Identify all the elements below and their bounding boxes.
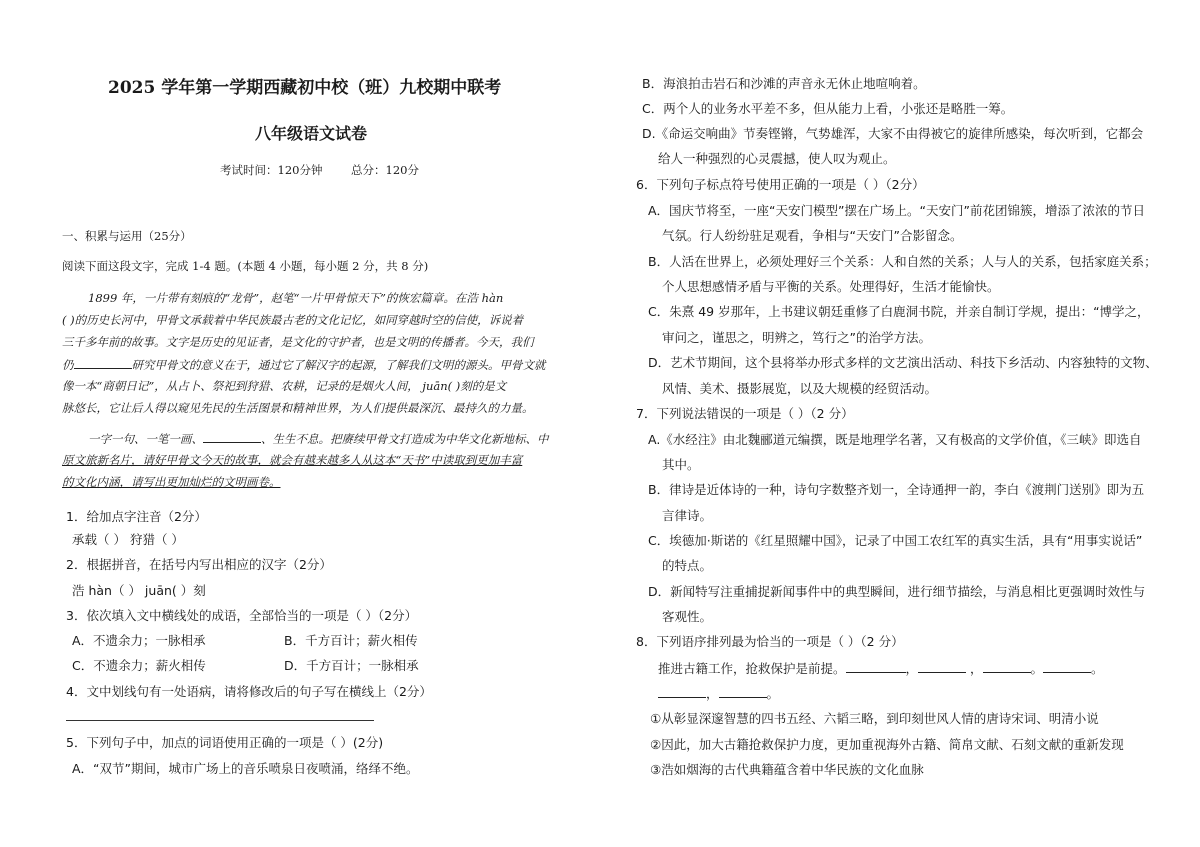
underlined-sentence: 原文旅新名片，请好甲骨文今天的故事，就会有越来越多人从这本“天书”中读取到更加丰富 bbox=[62, 453, 523, 467]
option-d: D．新闻特写注重捕捉新闻事件中的典型瞬间，进行细节描绘，与消息相比更强调时效性与 bbox=[648, 584, 1146, 599]
order-blank-4[interactable] bbox=[1043, 660, 1091, 673]
question-2-items: 浩 hàn（ ） juān( ）刻 bbox=[72, 583, 206, 598]
question-1-items: 承载（ ） 狩猎（ ） bbox=[72, 532, 184, 547]
underlined-sentence: 的文化内涵，请写出更加灿烂的文明画卷。 bbox=[62, 475, 281, 489]
passage-text: 仍 bbox=[62, 358, 74, 372]
option-d-cont: 客观性。 bbox=[662, 609, 713, 624]
option-d: D．千方百计；一脉相承 bbox=[284, 658, 419, 673]
section-intro: 阅读下面这段文字，完成 1-4 题。(本题 4 小题，每小题 2 分，共 8 分) bbox=[62, 259, 429, 273]
question-5: 5．下列句子中，加点的词语使用正确的一项是（ ）(2分) bbox=[66, 735, 384, 750]
fill-blank-2[interactable] bbox=[203, 430, 261, 443]
option-c-cont: 的特点。 bbox=[662, 558, 713, 573]
question-8-lead: 推进古籍工作，抢救保护是前提。 ， ， 。 。 bbox=[658, 661, 1104, 676]
passage-line: 脉悠长，它让后人得以窥见先民的生活图景和精神世界，为人们提供最深沉、最持久的力量。 bbox=[62, 401, 534, 415]
question-8-lead-cont: ， 。 bbox=[658, 685, 779, 702]
passage-line bbox=[62, 356, 546, 373]
option-b: B．律诗是近体诗的一种，诗句字数整齐划一，全诗通押一韵，李白《渡荆门送别》即为五 bbox=[648, 482, 1145, 497]
order-blank-2[interactable] bbox=[918, 660, 966, 673]
question-6: 6．下列句子标点符号使用正确的一项是（ ）（2分） bbox=[636, 177, 925, 192]
option-a: A．“双节”期间，城市广场上的音乐喷泉日夜喷涌，络绎不绝。 bbox=[72, 761, 419, 776]
option-b-cont: 个人思想感情矛盾与平衡的关系。处理得好，生活才能愉快。 bbox=[662, 279, 1000, 294]
option-d: D．艺术节期间，这个县将举办形式多样的文艺演出活动、科技下乡活动、内容独特的文物、 bbox=[648, 355, 1158, 370]
question-7: 7．下列说法错误的一项是（ ）（2 分） bbox=[636, 406, 854, 421]
option-c: C．埃德加·斯诺的《红星照耀中国》，记录了中国工农红军的真实生活，具有“用事实说话” bbox=[648, 533, 1143, 548]
question-4: 4．文中划线句有一处语病，请将修改后的句子写在横线上（2分） bbox=[66, 684, 432, 699]
order-item-1: ①从彰显深邃智慧的四书五经、六韬三略，到印刻世风人情的唐诗宋词、明清小说 bbox=[650, 711, 1099, 726]
passage-text: 、生生不息。把赓续甲骨文打造成为中华文化新地标、中 bbox=[261, 432, 549, 446]
order-blank-3[interactable] bbox=[983, 660, 1031, 673]
option-a: A.《水经注》由北魏郦道元编撰，既是地理学名著，又有极高的文学价值，《三峡》即选自 bbox=[648, 432, 1142, 447]
option-a-cont: 其中。 bbox=[662, 457, 700, 472]
question-3: 3．依次填入文中横线处的成语，全部恰当的一项是（ ）（2分） bbox=[66, 608, 418, 623]
option-b-cont: 言律诗。 bbox=[662, 508, 713, 523]
option-d-cont: 给人一种强烈的心灵震撼，使人叹为观止。 bbox=[658, 151, 896, 166]
option-b: B．人活在世界上，必须处理好三个关系：人和自然的关系；人与人的关系，包括家庭关系； bbox=[648, 254, 1157, 269]
exam-time: 考试时间：120分钟 bbox=[220, 163, 323, 177]
question-8: 8．下列语序排列最为恰当的一项是（ ）（2 分） bbox=[636, 634, 904, 649]
option-b: B．海浪拍击岩石和沙滩的声音永无休止地喧响着。 bbox=[642, 76, 926, 91]
option-a-cont: 气氛。行人纷纷驻足观看，争相与“天安门”合影留念。 bbox=[662, 228, 963, 243]
order-item-2: ②因此，加大古籍抢救保护力度，更加重视海外古籍、简帛文献、石刻文献的重新发现 bbox=[650, 737, 1124, 752]
order-blank-5[interactable] bbox=[658, 685, 706, 698]
option-c: C．两个人的业务水平差不多，但从能力上看，小张还是略胜一筹。 bbox=[642, 101, 1014, 116]
passage-line: 三千多年前的故事。文字是历史的见证者，是文化的守护者，也是文明的传播者。今天，我们 bbox=[62, 335, 534, 349]
option-c: C．朱熹 49 岁那年，上书建议朝廷重修了白鹿洞书院，并亲自制订学规，提出：“博学之， bbox=[648, 304, 1150, 319]
passage-line: ( )的历史长河中，甲骨文承载着中华民族最古老的文化记忆，如同穿越时空的信使，诉说着 bbox=[62, 313, 524, 327]
answer-line[interactable] bbox=[66, 720, 374, 721]
option-d-cont: 风情、美术、摄影展览，以及大规模的经贸活动。 bbox=[662, 381, 938, 396]
lead-text: 推进古籍工作，抢救保护是前提。 bbox=[658, 661, 846, 676]
option-b: B．千方百计；薪火相传 bbox=[284, 633, 418, 648]
passage-text: 研究甲骨文的意义在于，通过它了解汉字的起源，了解我们文明的源头。甲骨文就 bbox=[131, 358, 546, 372]
option-d: D.《命运交响曲》节奏铿锵，气势雄浑，大家不由得被它的旋律所感染，每次听到，它都会 bbox=[642, 126, 1144, 141]
option-a: A．不遗余力；一脉相承 bbox=[72, 633, 206, 648]
order-item-3: ③浩如烟海的古代典籍蕴含着中华民族的文化血脉 bbox=[650, 762, 924, 777]
exam-score: 总分：120分 bbox=[351, 163, 419, 177]
question-1: 1．给加点字注音（2分） bbox=[66, 509, 207, 524]
order-blank-1[interactable] bbox=[846, 660, 906, 673]
passage-line: 像一本“商朝日记”，从占卜、祭祀到狩猎、农耕，记录的是烟火人间， juān( )刻的是文 bbox=[62, 379, 507, 393]
option-a: A．国庆节将至，一座“天安门模型”摆在广场上。“天安门”前花团锦簇，增添了浓浓的节日 bbox=[648, 203, 1145, 218]
passage-line: 1899 年，一片带有刻痕的“龙骨”，赵笔“一片甲骨惊天下”的恢宏篇章。在浩 hàn bbox=[88, 291, 504, 305]
fill-blank-1[interactable] bbox=[74, 356, 132, 369]
option-c-cont: 审问之，谨思之，明辨之，笃行之”的治学方法。 bbox=[662, 330, 931, 345]
option-c: C．不遗余力；薪火相传 bbox=[72, 658, 206, 673]
exam-subtitle: 八年级语文试卷 bbox=[255, 124, 368, 143]
passage-text: 一字一句、一笔一画、 bbox=[88, 432, 203, 446]
section-heading: 一、积累与运用（25分） bbox=[62, 229, 192, 243]
question-2: 2．根据拼音，在括号内写出相应的汉字（2分） bbox=[66, 557, 332, 572]
order-blank-6[interactable] bbox=[719, 685, 767, 698]
passage-line bbox=[88, 430, 549, 447]
exam-title: 2025 学年第一学期西藏初中校（班）九校期中联考 bbox=[108, 78, 502, 98]
